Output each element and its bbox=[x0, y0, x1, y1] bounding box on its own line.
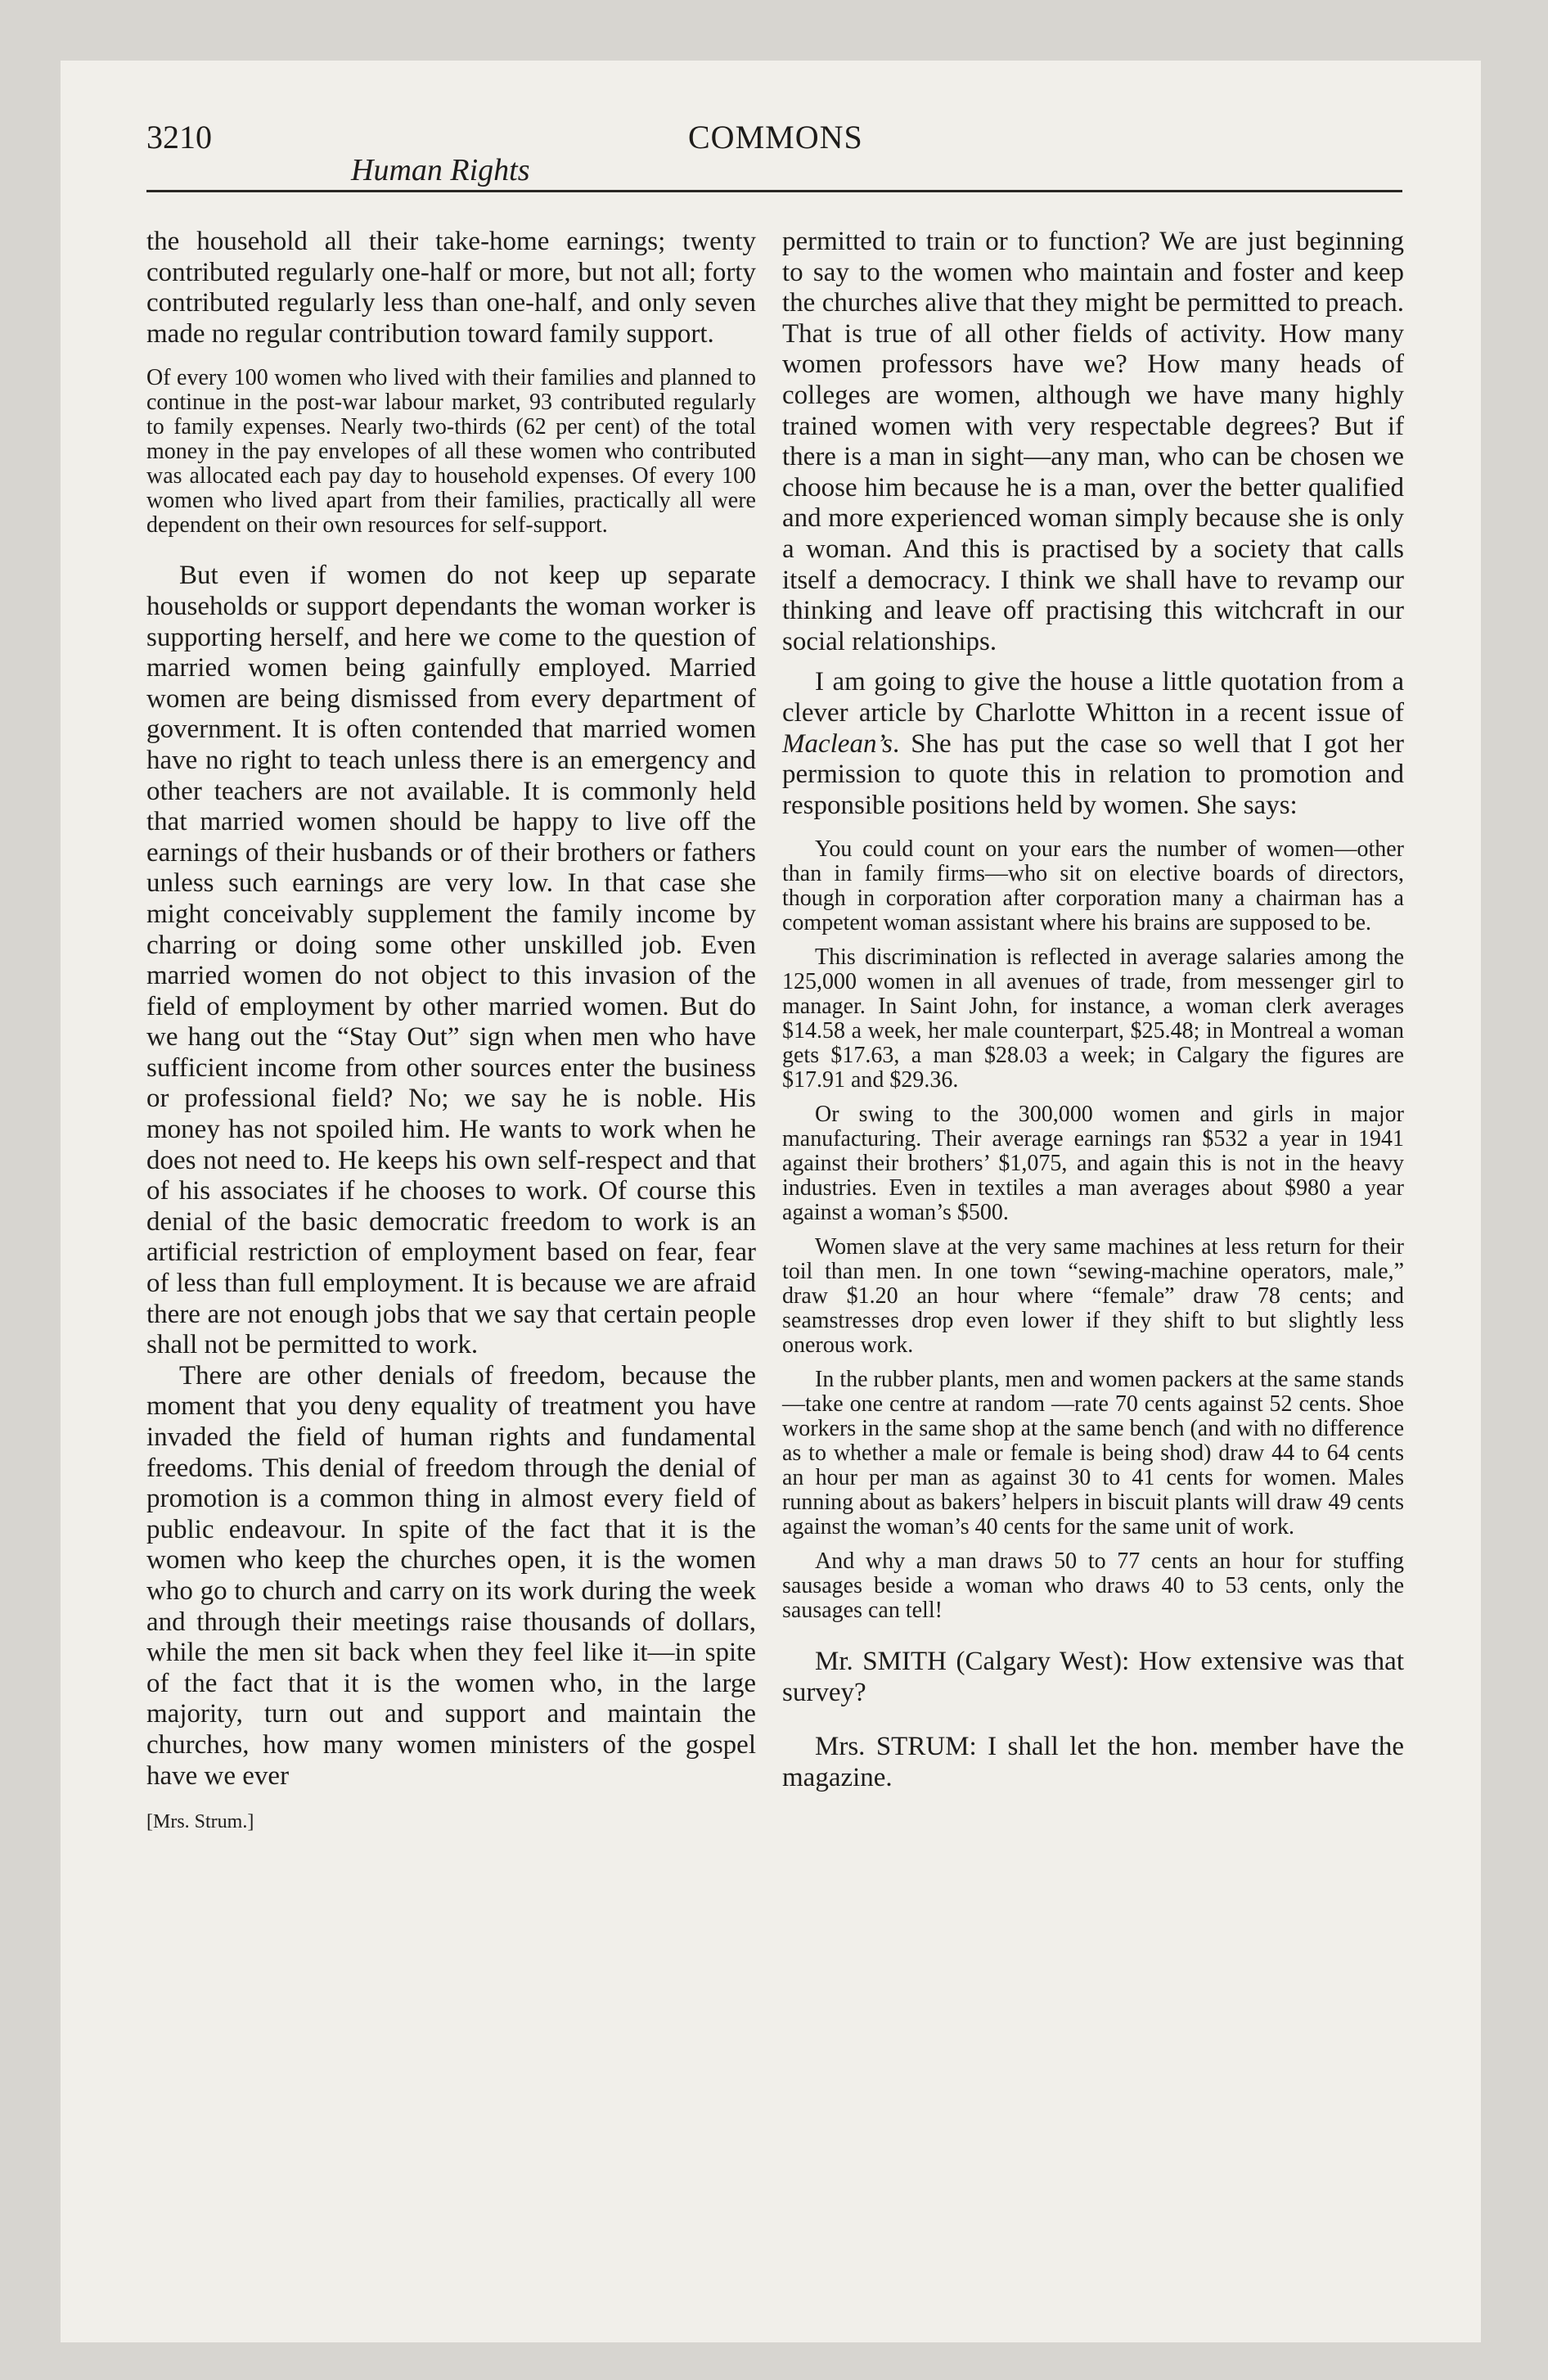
paragraph bbox=[782, 667, 1404, 821]
page-header bbox=[146, 118, 1402, 200]
section-title: Human Rights bbox=[351, 153, 530, 187]
speaker-answer: Mrs. STRUM: I shall let the hon. member have the magazine. bbox=[782, 1732, 1404, 1793]
page-number: 3210 bbox=[146, 119, 212, 156]
quoted-paragraph: And why a man draws 50 to 77 cents an hour for stuffing sausages beside a woman who draws 40 to 53 cents, only the sausages can tell! bbox=[782, 1548, 1404, 1624]
paragraph: the household all their take-home earnings; twenty contributed regularly one-half or more, but not all; forty contributed regularly less than one-half, and only seven made no regular contribution toward family support. bbox=[146, 227, 756, 349]
quoted-paragraph: Women slave at the very same machines at less return for their toil than men. In one town “sewing-machine operators, male,” draw $1.20 an hour where “female” draw 78 cents; and seamstresses drop even lower if they shift to but slightly less onerous work. bbox=[782, 1234, 1404, 1359]
paragraph: There are other denials of freedom, because the moment that you deny equality of treatment you have invaded the field of human rights and fundamental freedoms. This denial of freedom through the denial of promotion is a common thing in almost every field of public endeavour. In spite of the fact that it is the women who keep the churches open, it is the women who go to church and carry on its work during the week and through their meetings raise thousands of dollars, while the men sit back when they feel like it—in spite of the fact that it is the women who, in the large majority, turn out and support and maintain the churches, how many women ministers of the gospel have we ever bbox=[146, 1360, 756, 1791]
quoted-paragraph: Of every 100 women who lived with their families and planned to continue in the post-war labour market, 93 contributed regularly to family expenses. Nearly two-thirds (62 per cent) of the total money in the pay envelopes of all these women who contributed was allocated each pay day to household expenses. Of every 100 women who lived apart from their families, practically all were dependent on their own resources for self-support. bbox=[146, 365, 756, 539]
quoted-paragraph: You could count on your ears the number of women—other than in family firms—who sit on elective boards of directors, though in corporation after corporation many a chairman has a competent woman assistant where his brains are supposed to be. bbox=[782, 836, 1404, 936]
right-column bbox=[782, 227, 1404, 1793]
speaker-signature: [Mrs. Strum.] bbox=[146, 1811, 254, 1833]
quoted-paragraph: In the rubber plants, men and women packers at the same stands—take one centre at random —rate 70 cents against 52 cents. Shoe workers in the same shop at the same bench (and with no difference as to whether a male or female is being shod) draw 44 to 64 cents an hour per man as against 30 to 41 cents for women. Males running about as bakers’ helpers in biscuit plants will draw 49 cents against the woman’s 40 cents for the same unit of work. bbox=[782, 1367, 1405, 1540]
speaker-question: Mr. SMITH (Calgary West): How extensive was that survey? bbox=[782, 1647, 1404, 1708]
paragraph: But even if women do not keep up separate households or support dependants the woman worker is supporting herself, and here we come to the question of married women being gainfully employed. Married women are being dismissed from every department of government. It is often contended that married women have no right to teach unless there is an emergency and other teachers are not available. It is commonly held that married women should be happy to live off the earnings of their husbands or of their brothers or fathers unless such earnings are very low. In that case she might conceivably supplement the family income by charring or doing some other unskilled job. Even married women do not object to this invasion of the field of employment by other married women. But do we hang out the “Stay Out” sign when men who have sufficient income from other sources enter the business or professional field? No; we say he is noble. His money has not spoiled him. He wants to work when he does not need to. He keeps his own self-respect and that of his associates if he chooses to work. Of course this denial of the basic democratic freedom to work is an artificial restriction of employment based on fear, fear of less than full employment. It is because we are afraid there are not enough jobs that we say that certain people shall not be permitted to work. bbox=[146, 561, 756, 1360]
quoted-paragraph: Or swing to the 300,000 women and girls in major manufacturing. Their average earnings ran $532 a year in 1941 against their brothers’ $1,075, and again this is not in the heavy industries. Even in textiles a man averages about $980 a year against a woman’s $500. bbox=[782, 1102, 1404, 1226]
house-title: COMMONS bbox=[688, 119, 863, 156]
header-rule bbox=[146, 190, 1402, 192]
paragraph-text: I am going to give the house a little quotation from a clever article by Charlotte Whitton in a recent issue of bbox=[782, 667, 1404, 728]
magazine-title: Maclean’s bbox=[782, 728, 893, 759]
left-column bbox=[146, 227, 756, 1833]
quoted-paragraph: This discrimination is reflected in average salaries among the 125,000 women in all avenues of trade, from messenger girl to manager. In Saint John, for instance, a woman clerk averages $14.58 a week, her male counterpart, $25.48; in Montreal a woman gets $17.63, a man $28.03 a week; in Calgary the figures are $17.91 and $29.36. bbox=[782, 944, 1404, 1093]
hansard-page bbox=[61, 61, 1481, 2342]
paragraph: permitted to train or to function? We are just beginning to say to the women who maintain and foster and keep the churches alive that they might be permitted to preach. That is true of all other fields of activity. How many women professors have we? How many heads of colleges are women, although we have many highly trained women with very respectable degrees? But if there is a man in sight—any man, who can be chosen we choose him because he is a man, over the better qualified and more experienced woman simply because she is only a woman. And this is practised by a society that calls itself a democracy. I think we shall have to revamp our thinking and leave off practising this witchcraft in our social relationships. bbox=[782, 227, 1404, 656]
paragraph-text: . She has put the case so well that I got her permission to quote this in relation to promotion and responsible positions held by women. She says: bbox=[782, 728, 1404, 820]
